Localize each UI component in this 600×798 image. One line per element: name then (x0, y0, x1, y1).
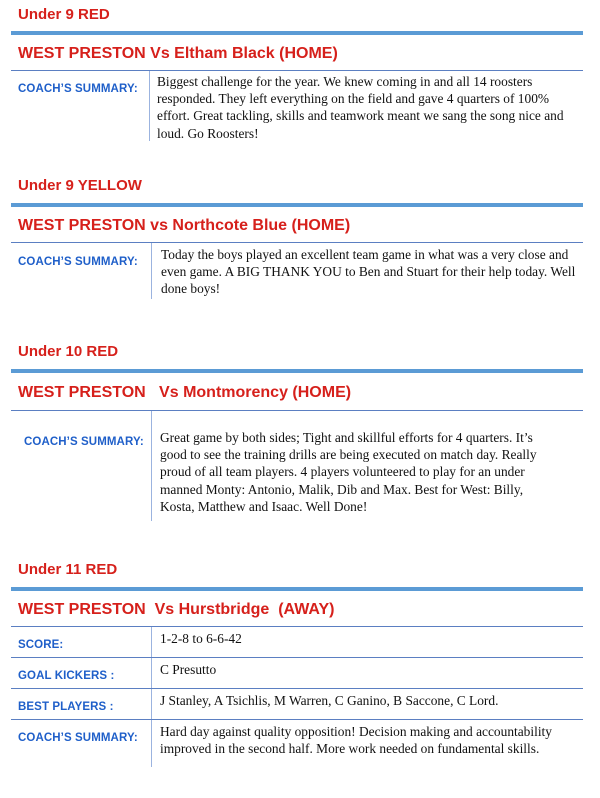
match-title: WEST PRESTON vs Northcote Blue (HOME) (18, 217, 351, 234)
team-heading: Under 10 RED (18, 343, 119, 360)
match-title: WEST PRESTON Vs Hurstbridge (AWAY) (18, 601, 335, 618)
coach-summary-text: Hard day against quality opposition! Decision making and accountability improved in the second half. More work needed on fundamental skills. (160, 724, 552, 757)
coach-summary-text: Biggest challenge for the year. We knew coming in and all 14 roosters responded. They left everything on the field and gave 4 quarters of 100% effort. Great tackling, skills and teamwork meant we sang the song nice and loud. Go Roosters! (157, 74, 564, 141)
team-heading: Under 9 YELLOW (18, 177, 142, 194)
column-divider (151, 411, 152, 521)
section-divider (11, 203, 583, 207)
coach-summary-label: COACH’S SUMMARY: (24, 436, 144, 448)
coach-summary-text: Today the boys played an excellent team game in what was a very close and even game. A BIG THANK YOU to Ben and Stuart for their help today. Well done boys! (161, 247, 576, 297)
match-title: WEST PRESTON Vs Eltham Black (HOME) (18, 45, 338, 62)
coach-summary-label: COACH’S SUMMARY: (18, 256, 138, 268)
coach-summary-text: Great game by both sides; Tight and skillful efforts for 4 quarters. It’s good to see the training drills are being executed on match day. Really proud of all team players. 4 players volunteered to play for an under manned Monty: Antonio, Malik, Dib and Max. Best for West: Billy, Kosta, Matthew and Isaac. Well Done! (160, 430, 537, 514)
row-divider (11, 410, 583, 411)
coach-summary-label: COACH’S SUMMARY: (18, 732, 138, 744)
row-divider (11, 719, 583, 720)
goal-kickers-label: GOAL KICKERS : (18, 670, 115, 682)
row-divider (11, 242, 583, 243)
score-label: SCORE: (18, 639, 64, 651)
team-heading: Under 9 RED (18, 6, 110, 23)
row-divider (11, 688, 583, 689)
column-divider (151, 243, 152, 299)
team-heading: Under 11 RED (18, 561, 118, 578)
match-title: WEST PRESTON Vs Montmorency (HOME) (18, 384, 352, 401)
column-divider (151, 627, 152, 767)
best-players-label: BEST PLAYERS : (18, 701, 114, 713)
section-divider (11, 369, 583, 373)
best-players-value: J Stanley, A Tsichlis, M Warren, C Ganino, B Saccone, C Lord. (160, 693, 499, 708)
section-divider (11, 587, 583, 591)
goal-kickers-value: C Presutto (160, 662, 217, 677)
row-divider (11, 626, 583, 627)
row-divider (11, 657, 583, 658)
row-divider (11, 70, 583, 71)
column-divider (149, 71, 150, 141)
score-value: 1-2-8 to 6-6-42 (160, 631, 242, 646)
section-divider (11, 31, 583, 35)
coach-summary-label: COACH’S SUMMARY: (18, 83, 138, 95)
